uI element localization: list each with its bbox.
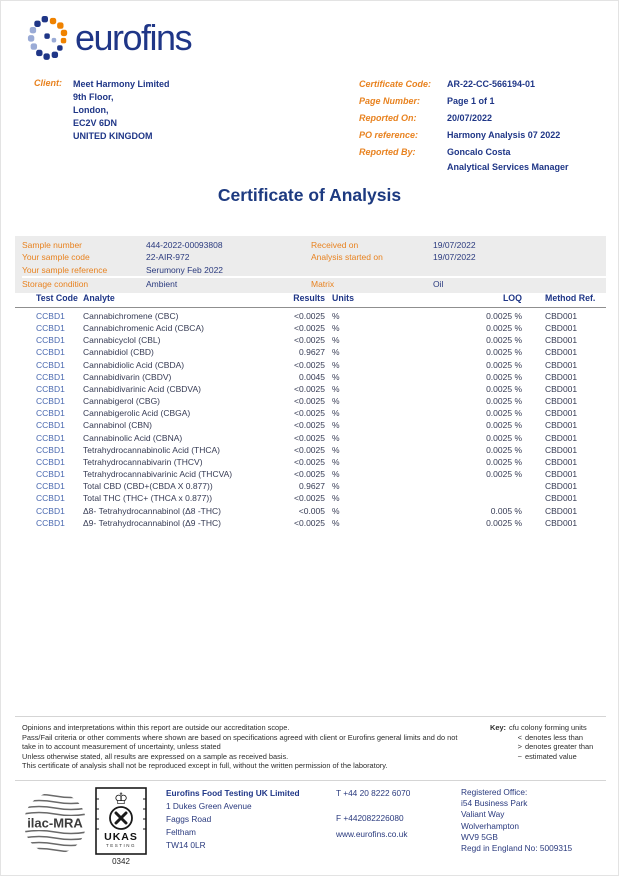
cell-result: <0.0025 (294, 396, 325, 407)
disclaimer-line: Unless otherwise stated, all results are expressed on a sample as received basis. (22, 751, 289, 761)
cell-analyte: Cannabinol (CBN) (83, 420, 152, 431)
cell-loq: 0.0025 % (486, 408, 522, 419)
cell-analyte: Cannabigerolic Acid (CBGA) (83, 408, 191, 419)
company-address-line: Feltham (166, 827, 196, 837)
results-table-row (15, 444, 606, 456)
sample-info-row (22, 239, 606, 251)
cell-test-code: CCBD1 (36, 347, 65, 358)
key-symbol: < (517, 732, 522, 742)
cell-method-ref: CBD001 (545, 481, 578, 492)
meta-field-label: Reported On: (359, 113, 417, 123)
results-table-row (15, 505, 606, 517)
key-block (490, 723, 593, 761)
cell-result: <0.0025 (294, 517, 325, 528)
eurofins-dots-icon (27, 13, 69, 61)
cell-method-ref: CBD001 (545, 371, 578, 382)
cell-test-code: CCBD1 (36, 493, 65, 504)
meta-field-value: 20/07/2022 (447, 113, 493, 123)
cell-method-ref: CBD001 (545, 444, 578, 455)
cell-method-ref: CBD001 (545, 347, 578, 358)
meta-field-value: Harmony Analysis 07 2022 (447, 130, 561, 140)
header-results: Results (293, 293, 325, 303)
sample-field-value: 19/07/2022 (433, 240, 476, 250)
cell-units: % (332, 456, 340, 467)
cell-loq: 0.0025 % (486, 383, 522, 394)
cell-units: % (332, 469, 340, 480)
disclaimer-line: Pass/Fail criteria or other comments where shown are based on specifications agreed with client or Eurofins general limits and do not (22, 732, 458, 742)
results-table-row (15, 346, 606, 358)
cell-loq: 0.0025 % (486, 444, 522, 455)
results-table-row (15, 432, 606, 444)
meta-field-label: Page Number: (359, 96, 421, 106)
sample-field-value: Serumony Feb 2022 (146, 264, 224, 275)
sample-field-label: Your sample code (22, 252, 90, 263)
cell-analyte: Total THC (THC+ (THCA x 0.877)) (83, 493, 213, 504)
eurofins-logo (27, 13, 191, 61)
cell-method-ref: CBD001 (545, 420, 578, 431)
cell-units: % (332, 517, 340, 528)
cell-method-ref: CBD001 (545, 493, 578, 504)
cell-units: % (332, 371, 340, 382)
fax-number: F +442082226080 (336, 813, 404, 823)
cell-analyte: Tetrahydrocannabivarinic Acid (THCVA) (83, 469, 233, 480)
meta-field-value: Goncalo Costa (447, 147, 511, 157)
cell-method-ref: CBD001 (545, 505, 578, 516)
sample-field-label: Your sample reference (22, 264, 108, 275)
meta-field-label: Reported By: (359, 147, 416, 157)
cell-units: % (332, 444, 340, 455)
meta-field-row (359, 95, 614, 107)
cell-test-code: CCBD1 (36, 517, 65, 528)
cell-result: <0.0025 (294, 311, 325, 321)
key-items (514, 733, 593, 762)
phone-number: T +44 20 8222 6070 (336, 788, 411, 798)
sample-field-value: Oil (433, 278, 444, 289)
cell-loq: 0.0025 % (486, 396, 522, 407)
cell-units: % (332, 432, 340, 443)
client-label: Client: (34, 78, 62, 88)
cell-loq (355, 480, 522, 492)
cell-analyte: Cannabidivarinic Acid (CBDVA) (83, 383, 201, 394)
results-table-row (15, 456, 606, 468)
cell-method-ref: CBD001 (545, 311, 578, 321)
sample-field-label (311, 264, 433, 276)
sample-field-value: 19/07/2022 (433, 252, 476, 263)
results-table-header (15, 293, 606, 308)
cell-test-code: CCBD1 (36, 408, 65, 419)
results-table-row (15, 334, 606, 346)
results-table-row (15, 383, 606, 395)
cell-result: <0.0025 (294, 408, 325, 419)
cell-result: <0.0025 (294, 432, 325, 443)
cell-units: % (332, 481, 340, 492)
cell-loq (355, 492, 522, 504)
cell-test-code: CCBD1 (36, 323, 65, 334)
sample-field-label: Matrix (311, 278, 335, 289)
registered-office-line: WV9 5GB (461, 831, 498, 842)
cell-method-ref: CBD001 (545, 323, 578, 334)
header-analyte: Analyte (83, 293, 115, 303)
disclaimer-line: This certificate of analysis shall not be reproduced except in full, without the written permission of the laboratory. (22, 761, 388, 771)
cell-analyte: Cannabichromenic Acid (CBCA) (83, 323, 204, 334)
results-table-row (15, 492, 606, 504)
cell-test-code: CCBD1 (36, 383, 65, 394)
cell-analyte: Cannabidiol (CBD) (83, 347, 154, 358)
cell-loq: 0.0025 % (486, 371, 522, 382)
meta-fields (359, 78, 614, 158)
contact-block (336, 787, 410, 840)
key-symbol: ~ (517, 751, 522, 761)
cell-analyte: Total CBD (CBD+(CBDA X 0.877)) (83, 481, 213, 492)
cell-test-code: CCBD1 (36, 396, 65, 407)
cell-test-code: CCBD1 (36, 335, 65, 346)
client-address (73, 78, 170, 143)
company-address-lines (166, 800, 300, 852)
cell-method-ref: CBD001 (545, 359, 578, 370)
sample-info-row (22, 264, 606, 276)
results-table-row (15, 480, 606, 492)
cell-result: <0.0025 (294, 456, 325, 467)
header-test-code: Test Code (36, 293, 78, 303)
cell-loq: 0.0025 % (486, 456, 522, 467)
divider-bottom (15, 780, 606, 781)
header-method-ref: Method Ref. (545, 293, 596, 303)
certificate-meta-block (359, 78, 614, 173)
registered-office-line: i54 Business Park (461, 798, 528, 809)
key-symbol: > (517, 742, 522, 752)
cell-result: <0.0025 (294, 444, 325, 455)
ilac-mra-logo-icon (23, 791, 87, 855)
cell-analyte: Tetrahydrocannabivarin (THCV) (83, 456, 203, 467)
key-item-text: estimated value (525, 751, 577, 761)
svg-text:ilac-MRA: ilac-MRA (27, 815, 83, 831)
cell-test-code: CCBD1 (36, 505, 65, 516)
cell-units: % (332, 383, 340, 394)
cell-loq: 0.0025 % (486, 335, 522, 346)
cell-result: <0.0025 (294, 335, 325, 346)
sample-field-value: 22-AIR-972 (146, 252, 190, 263)
sample-info-rows (22, 239, 606, 290)
cell-test-code: CCBD1 (36, 432, 65, 443)
svg-text:TESTING: TESTING (105, 843, 137, 848)
results-table-row (15, 407, 606, 419)
cell-analyte: Cannabichromene (CBC) (83, 311, 179, 321)
website-link: www.eurofins.co.uk (336, 829, 408, 839)
key-label: Key: (490, 723, 507, 732)
meta-field-value: Page 1 of 1 (447, 96, 495, 106)
registered-office-block (461, 787, 572, 854)
company-address-line: TW14 0LR (166, 840, 206, 850)
results-table-row (15, 468, 606, 480)
sample-info-row (22, 276, 606, 290)
cell-analyte: Cannabidiolic Acid (CBDA) (83, 359, 185, 370)
cell-test-code: CCBD1 (36, 456, 65, 467)
cell-loq: 0.0025 % (486, 420, 522, 431)
cell-method-ref: CBD001 (545, 469, 578, 480)
cell-result: <0.0025 (294, 420, 325, 431)
cell-analyte: Δ9- Tetrahydrocannabinol (Δ9 -THC) (83, 517, 221, 528)
ukas-logo-icon (95, 787, 147, 855)
cell-test-code: CCBD1 (36, 444, 65, 455)
registered-office-line: Valiant Way (461, 809, 505, 820)
meta-field-row (359, 112, 614, 124)
meta-field-row (359, 146, 614, 158)
sample-field-label: Storage condition (22, 278, 89, 289)
meta-field-row (359, 129, 614, 141)
key-item (514, 742, 593, 752)
cell-units: % (332, 359, 340, 370)
header-units: Units (332, 293, 354, 303)
ukas-accreditation-number: 0342 (112, 857, 130, 866)
divider-top (15, 716, 606, 717)
results-table-row (15, 517, 606, 529)
results-table-row (15, 371, 606, 383)
sample-info-box (15, 236, 606, 293)
cell-loq: 0.0025 % (486, 517, 522, 528)
client-address-line: Meet Harmony Limited (73, 79, 170, 89)
cell-analyte: Cannabicyclol (CBL) (83, 335, 161, 346)
cell-result: <0.0025 (294, 493, 325, 504)
eurofins-wordmark: eurofins (75, 17, 192, 58)
cell-loq: 0.0025 % (486, 469, 522, 480)
cell-test-code: CCBD1 (36, 481, 65, 492)
cell-method-ref: CBD001 (545, 408, 578, 419)
cell-test-code: CCBD1 (36, 420, 65, 431)
company-name: Eurofins Food Testing UK Limited (166, 788, 300, 798)
sample-field-label: Received on (311, 240, 359, 250)
cell-units: % (332, 335, 340, 346)
cell-loq: 0.0025 % (486, 311, 522, 321)
cell-result: <0.0025 (294, 323, 325, 334)
cell-test-code: CCBD1 (36, 469, 65, 480)
results-table-row (15, 419, 606, 431)
company-address-block (166, 787, 300, 852)
registered-office-line: Regd in England No: 5009315 (461, 843, 573, 854)
key-item (514, 752, 593, 762)
client-address-line: EC2V 6DN (73, 118, 118, 128)
company-address-line: 1 Dukes Green Avenue (166, 801, 252, 811)
disclaimer-block (22, 723, 467, 771)
sample-field-label: Analysis started on (311, 252, 383, 263)
meta-field-value: AR-22-CC-566194-01 (447, 79, 536, 89)
cell-result: <0.0025 (294, 469, 325, 480)
results-table-row (15, 310, 606, 322)
key-item-text: denotes less than (525, 732, 583, 742)
client-address-line: UNITED KINGDOM (73, 131, 153, 141)
svg-text:♔: ♔ (113, 789, 129, 808)
cell-result: <0.0025 (294, 383, 325, 394)
cell-method-ref: CBD001 (545, 456, 578, 467)
registered-office-line: Wolverhampton (461, 820, 519, 831)
cell-method-ref: CBD001 (545, 396, 578, 407)
key-intro: cfu colony forming units (509, 723, 587, 732)
results-table-body (15, 310, 606, 529)
sample-field-value: Ambient (146, 278, 178, 289)
cell-test-code: CCBD1 (36, 371, 65, 382)
sample-field-label: Sample number (22, 240, 83, 250)
cell-result: 0.9627 (299, 481, 325, 492)
cell-units: % (332, 311, 340, 321)
cell-result: <0.005 (298, 505, 325, 516)
cell-method-ref: CBD001 (545, 383, 578, 394)
svg-text:UKAS: UKAS (104, 831, 138, 843)
cell-analyte: Tetrahydrocannabinolic Acid (THCA) (83, 444, 221, 455)
cell-result: <0.0025 (294, 359, 325, 370)
cell-analyte: Δ8- Tetrahydrocannabinol (Δ8 -THC) (83, 505, 221, 516)
cell-loq: 0.0025 % (486, 359, 522, 370)
cell-units: % (332, 505, 340, 516)
cell-method-ref: CBD001 (545, 432, 578, 443)
company-address-line: Faggs Road (166, 814, 212, 824)
meta-field-label: PO reference: (359, 130, 419, 140)
client-address-line: 9th Floor, (73, 92, 114, 102)
cell-analyte: Cannabigerol (CBG) (83, 396, 161, 407)
results-table-row (15, 359, 606, 371)
registered-office-line: Registered Office: (461, 787, 528, 797)
header-loq: LOQ (502, 293, 522, 303)
client-block (34, 78, 170, 143)
key-item (514, 733, 593, 743)
reported-by-title: Analytical Services Manager (447, 162, 569, 172)
page-title: Certificate of Analysis (217, 185, 402, 205)
cell-analyte: Cannabinolic Acid (CBNA) (83, 432, 183, 443)
cell-test-code: CCBD1 (36, 359, 65, 370)
key-item-text: denotes greater than (525, 742, 594, 752)
sample-info-row (22, 251, 606, 263)
cell-units: % (332, 396, 340, 407)
disclaimer-line: take in to account measurement of uncertainty, unless stated (22, 742, 221, 752)
cell-units: % (332, 408, 340, 419)
cell-units: % (332, 493, 340, 504)
cell-analyte: Cannabidivarin (CBDV) (83, 371, 172, 382)
meta-field-row (359, 78, 614, 90)
cell-loq: 0.0025 % (486, 323, 522, 334)
cell-loq: 0.0025 % (486, 347, 522, 358)
cell-test-code: CCBD1 (36, 311, 65, 321)
results-table-row (15, 322, 606, 334)
meta-field-label: Certificate Code: (359, 79, 432, 89)
cell-loq: 0.005 % (490, 505, 522, 516)
cell-units: % (332, 347, 340, 358)
cell-loq: 0.0025 % (486, 432, 522, 443)
cell-units: % (332, 323, 340, 334)
sample-field-value: 444-2022-00093808 (146, 240, 223, 250)
cell-units: % (332, 420, 340, 431)
results-table-row (15, 395, 606, 407)
cell-result: 0.9627 (299, 347, 325, 358)
client-address-line: London, (73, 105, 109, 115)
sample-field-value (433, 264, 606, 276)
disclaimer-line: Opinions and interpretations within this report are outside our accreditation scope. (22, 723, 290, 732)
cell-result: 0.0045 (299, 371, 325, 382)
cell-method-ref: CBD001 (545, 335, 578, 346)
cell-method-ref: CBD001 (545, 517, 578, 528)
